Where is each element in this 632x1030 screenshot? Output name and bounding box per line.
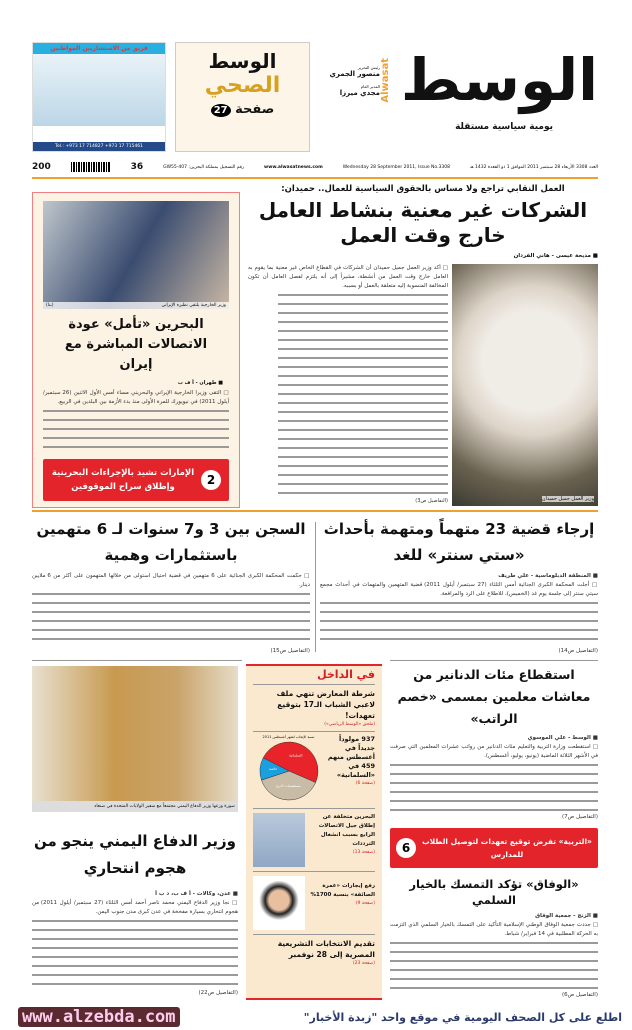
lead-headline: الشركات غير معنية بنشاط العامل خارج وقت العمل: [258, 198, 588, 247]
website-link[interactable]: www.alwasatnews.com: [264, 164, 323, 170]
yemen-text: ■ عدن، وكالات - أ ف ب، د ب أ □ نجا وزير الدفاع اليمني محمد ناصر أحمد أمس الثلثاء (27 سبتمبر/ أيلول 2011) من هجوم انتحاري بسيارة مفخخة في عدن كبرى مدن جنوب اليمن. (التفاصيل ص22): [32, 891, 238, 996]
inside-item[interactable]: شرطة المعارض تنهي ملف لاعبي الشباب الـ17 بتوقيع تعهدات! (ملحق «الوسط الرياضي»): [276, 689, 375, 727]
footer-site-link[interactable]: www.alzebda.com: [18, 1007, 180, 1027]
wefaq-text: ■ الزنج - جمعية الوفاق □ جددت جمعية الوفاق الوطني الإسلامية التأكيد على التمسك بالخيار السلمي الذي التزمت به الحركة المطلبية في 14 فبراير/ شباط. (التفاصيل ص6): [390, 913, 598, 998]
inside-item[interactable]: رفع إيجارات «عمرة الصائفة» بنسبة 1700% (صفحة 9): [253, 871, 375, 934]
right-column: [390, 664, 598, 1000]
teachers-headline: استقطاع مئات الدنانير من معاشات معلمين بمسمى «خصم الراتب»: [397, 667, 591, 726]
lead-more-link[interactable]: (التفاصيل ص3): [415, 498, 448, 504]
column-divider: [315, 522, 316, 652]
prison-story: [32, 516, 310, 656]
editors: رئيس التحرير منصور الجمري المدير العام مجدي ميرزا: [329, 65, 380, 97]
pie-label: السلمانية: [288, 753, 302, 758]
chart-title: نسبة الإنجاب لشهر أغسطس 2011: [262, 735, 315, 739]
yemen-more-link[interactable]: (التفاصيل ص22): [198, 990, 238, 996]
divider: [32, 177, 598, 179]
yemen-photo: صورة وزعها وزير الدفاع اليمني مجتمعاً مع سفير الولايات المتحدة في صنعاء: [32, 666, 238, 812]
info-bar: العدد 3308 الأربعاء 28 سبتمبر 2011 الموافق 1 ذو القعدة 1432 هـ Wednesday 28 September 2011, Issue No.3308 www.alwasatnews.com رقم التسجيل بمملكة البحرين: GW55-407 36 200: [32, 162, 598, 172]
prison-headline: السجن بين 3 و7 سنوات لـ 6 متهمين باستثمارات وهمية: [36, 520, 306, 564]
wefaq-more-link[interactable]: (التفاصيل ص6): [561, 992, 598, 998]
portrait-photo: [253, 876, 305, 930]
health-supplement-ad[interactable]: الوسط الصحي صفحة 27: [175, 42, 310, 152]
teachers-more-link[interactable]: (التفاصيل ص7): [561, 814, 598, 820]
inside-item[interactable]: البحرين متخلفة عن إطلاق جيل الاتصالات الرابع بسبب انشغال الترددات (صفحة 13): [253, 808, 375, 871]
birth-pie-chart: [258, 740, 320, 802]
pie-label: مستشفيات أخرى: [275, 783, 301, 788]
barcode: [71, 162, 111, 172]
pie-label: خاصة: [268, 766, 277, 771]
city-center-story: [320, 516, 598, 656]
footer-promo: اطلع على كل الصحف اليومية في موقع واحد "زبدة الأخبار": [303, 1010, 622, 1024]
dental-ad[interactable]: فريق من الاستشاريين المواطنين Tel.: +973 17 714827 +973 17 715461: [32, 42, 166, 152]
footer-banner[interactable]: [18, 1004, 622, 1030]
lead-kicker: العمل النقابي تراجع ولا مساس بالحقوق السياسية للعمال.. حميدان:: [281, 184, 565, 194]
lead-text: □ أكد وزير العمل جميل حميدان أن الشركات في القطاع الخاص غير معنية بما يقوم به العامل خارج وقت العمل من أنشطة، مشيراً إلى أنه يلتزم لفصل العامل أن تكون المخالفة المنسوبة إليه متعلقة بالعمل أو بسببه. (التفاصيل ص3): [248, 265, 448, 504]
yemen-headline: وزير الدفاع اليمني ينجو من هجوم انتحاري: [34, 832, 236, 877]
logo-latin: Alwasat: [380, 58, 391, 103]
tagline: يومية سياسية مستقلة: [455, 122, 553, 132]
city-center-text: ■ المنطقة الدبلوماسية - علي طريف □ أجلت المحكمة الكبرى الجنائية أمس الثلثاء (27 سبتمبر/ أيلول 2011) قضية المتهمين والمتهمات في أحداث مجمع سيتي سنتر إلى جلسة يوم غد (الخميس)، للاطلاع على الرد والمرافعة. (التفاصيل ص14): [320, 573, 598, 654]
telecom-tower-photo: [253, 813, 305, 867]
page-number-badge: 27: [211, 104, 231, 117]
masthead: [380, 40, 598, 140]
iran-headline: البحرين «تأمل» عودة الاتصالات المباشرة مع إيران: [64, 317, 208, 372]
iran-story-box: وزير الخارجية يلتقي نظيره الإيراني (بنا) البحرين «تأمل» عودة الاتصالات المباشرة مع إيران ■ طهران - أ ف ب □ التقى وزيرا الخارجية الإيراني والبحريني مساء أمس الأول الاثنين (26 سبتمبر/ أيلول 2011) في نيويورك للمرة الأولى منذ بدء الأزمة بين البلدين في الربيع. 2 الإمارات تشيد بالإجراءات البحرينية وإطلاق سراح الموقوفين: [32, 192, 240, 508]
logo: الوسط: [400, 46, 598, 114]
divider: [390, 660, 598, 661]
dentists-photo: [33, 54, 165, 126]
city-center-headline: إرجاء قضية 23 متهماً ومتهمة بأحداث «ستي سنتر» للغد: [323, 520, 595, 564]
iran-photo: وزير الخارجية يلتقي نظيره الإيراني (بنا): [43, 201, 229, 309]
education-badge[interactable]: «التربية» تفرض توقيع تعهدات لتوصيل الطلاب للمدارس 6: [390, 828, 598, 868]
prison-text: □ حكمت المحكمة الكبرى الجنائية على 6 متهمين في قضية احتيال استولى من خلالها المتهمون على أكثر من 6 ملايين دينار. (التفاصيل ص15): [32, 573, 310, 654]
wefaq-headline: «الوفاق» تؤكد التمسك بالخيار السلمي: [409, 877, 579, 907]
uae-badge[interactable]: 2 الإمارات تشيد بالإجراءات البحرينية وإطلاق سراح الموقوفين: [43, 459, 229, 501]
lead-byline: ■ مديحة عيسى - هاني الفردان: [513, 253, 598, 259]
teachers-text: ■ الوسط - علي الموسوي □ استقطعت وزارة التربية والتعليم مئات الدنانير من رواتب عشرات المعلمين التي صرفت في الأشهر الثلاثة الماضية (يونيو، يوليو، أغسطس). (التفاصيل ص7): [390, 735, 598, 820]
minister-photo: وزير العمل جميل حميدان: [452, 264, 598, 506]
divider: [32, 510, 598, 512]
lead-story: [248, 184, 598, 506]
divider: [32, 660, 242, 661]
inside-box: في الداخل شرطة المعارض تنهي ملف لاعبي الشباب الـ17 بتوقيع تعهدات! (ملحق «الوسط الرياضي») 937 مولوداً جديداً في أغسطس منهم 459 في «السلمانية» (صفحة 6) نسبة الإنجاب لشهر أغسطس 2011 السلمانية مستشفيات أخرى خاصة البحرين متخلفة عن إطلاق جيل الاتصالات الرابع بسبب انشغال الترددات (صفحة 13) رفع إيجارات «عمرة الصائفة» بنسبة 1700% (صفحة 9) تقديم الانتخابات التشريعية المصرية إلى 28 نوفمبر (صفحة 23): [246, 664, 382, 1000]
city-center-more-link[interactable]: (التفاصيل ص14): [558, 648, 598, 654]
prison-more-link[interactable]: (التفاصيل ص15): [270, 648, 310, 654]
inside-item[interactable]: تقديم الانتخابات التشريعية المصرية إلى 28 نوفمبر (صفحة 23): [253, 934, 375, 970]
yemen-story: [32, 666, 238, 998]
